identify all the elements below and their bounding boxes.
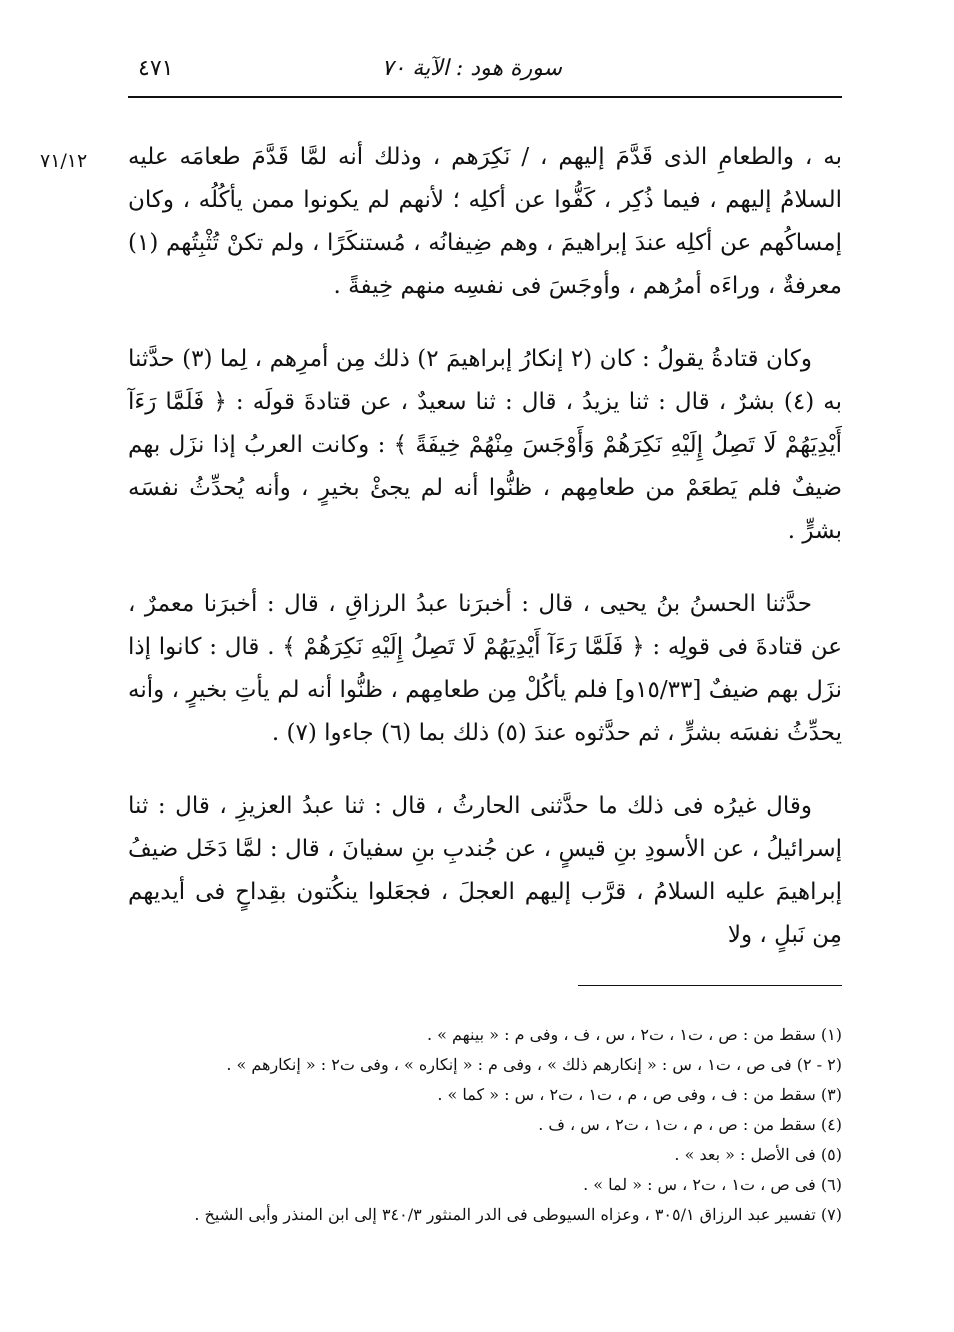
paragraph-4: وقال غيرُه فى ذلك ما حدَّثنى الحارثُ ، قال : ثنا عبدُ العزيزِ ، قال : ثنا إسرائيلُ ، عن الأسودِ بنِ قيسٍ ، عن جُندبِ بنِ سفيانَ ، قال : لمَّا دَخَل ضيفُ إبراهيمَ عليه السلامُ ، قرَّب إليهم العجلَ ، فجعَلوا ينكُتون بقِداحٍ فى أيديهم مِن نَبلٍ ، ولا xyxy=(128,793,842,948)
surah-title: سورة هود : الآية ٧٠ xyxy=(381,56,562,81)
paragraph-1: به ، والطعامِ الذى قَدَّمَ إليهم ، / نَكِرَهم ، وذلك أنه لمَّا قَدَّمَ طعامَه عليه السلامُ إليهم ، فيما ذُكِر ، كَفُّوا عن أكلِه ؛ لأنهم لم يكونوا ممن يأكُلُه ، وكان إمساكُهم عن أكلِه عندَ إبراهيمَ ، وهم ضِيفانُه ، مُستنكَرًا ، ولم تكنْ تُثْبِتُهم (١) معرفةٌ ، وراءَه أمرُهم ، وأوجَسَ فى نفسِه منهم خِيفةً . xyxy=(128,144,842,299)
footnotes xyxy=(128,1020,842,1230)
running-header xyxy=(128,50,842,90)
header-rule xyxy=(128,96,842,98)
paragraph-3: حدَّثنا الحسنُ بنُ يحيى ، قال : أخبرَنا عبدُ الرزاقِ ، قال : أخبرَنا معمرٌ ، عن قتادةَ فى قولِه : ﴿ فَلَمَّا رَءَآ أَيْدِيَهُمْ لَا تَصِلُ إِلَيْهِ نَكِرَهُمْ ﴾ . قال : كانوا إذا نزَل بهم ضيفٌ [١٥/٣٣و] فلم يأكُلْ مِن طعامِهم ، ظنُّوا أنه لم يأتِ بخيرٍ ، وأنه يحدِّثُ نفسَه بشرٍّ ، ثم حدَّثوه عندَ (٥) ذلك بما (٦) جاءوا (٧) . xyxy=(128,591,842,746)
main-text xyxy=(128,136,842,987)
paragraph-2: وكان قتادةُ يقولُ : كان (٢ إنكارُ إبراهيمَ ٢) ذلك مِن أمرِهم ، لِما (٣) حدَّثنا به (٤) بشرٌ ، قال : ثنا يزيدُ ، قال : ثنا سعيدٌ ، عن قتادةَ قولَه : ﴿ فَلَمَّا رَءَآ أَيْدِيَهُمْ لَا تَصِلُ إِلَيْهِ نَكِرَهُمْ وَأَوْجَسَ مِنْهُمْ خِيفَةً ﴾ : وكانت العربُ إذا نزَل بهم ضيفٌ فلم يَطعَمْ من طعامِهم ، ظنُّوا أنه لم يجئْ بخيرٍ ، وأنه يُحدِّثُ نفسَه بشرٍّ . xyxy=(128,346,842,544)
footnote-6: (٦) فى ص ، ت١ ، ت٢ ، س : « لما » . xyxy=(583,1175,842,1194)
footnote-1: (١) سقط من : ص ، ت١ ، ت٢ ، س ، ف ، وفى م : « بينهم » . xyxy=(426,1025,842,1044)
footnote-5: (٥) فى الأصل : « بعد » . xyxy=(674,1145,842,1164)
footnote-4: (٤) سقط من : ص ، م ، ت١ ، ت٢ ، س ، ف . xyxy=(538,1115,842,1134)
footnote-3: (٣) سقط من : ف ، وفى ص ، م ، ت١ ، ت٢ ، س : « كما » . xyxy=(437,1085,842,1104)
footnote-7: (٧) تفسير عبد الرزاق ٣٠٥/١ ، وعزاه السيوطى فى الدر المنثور ٣٤٠/٣ إلى ابن المنذر وأبى الشيخ . xyxy=(194,1205,842,1224)
page-number: ٤٧١ xyxy=(138,56,174,81)
footnote-2: (٢ - ٢) فى ص ، ت١ ، س : « إنكارهم ذلك » ، وفى م : « إنكاره » ، وفى ت٢ : « إنكارهم » . xyxy=(226,1055,842,1074)
margin-reference: ٧١/١٢ xyxy=(40,150,88,172)
footnote-rule xyxy=(578,985,842,986)
